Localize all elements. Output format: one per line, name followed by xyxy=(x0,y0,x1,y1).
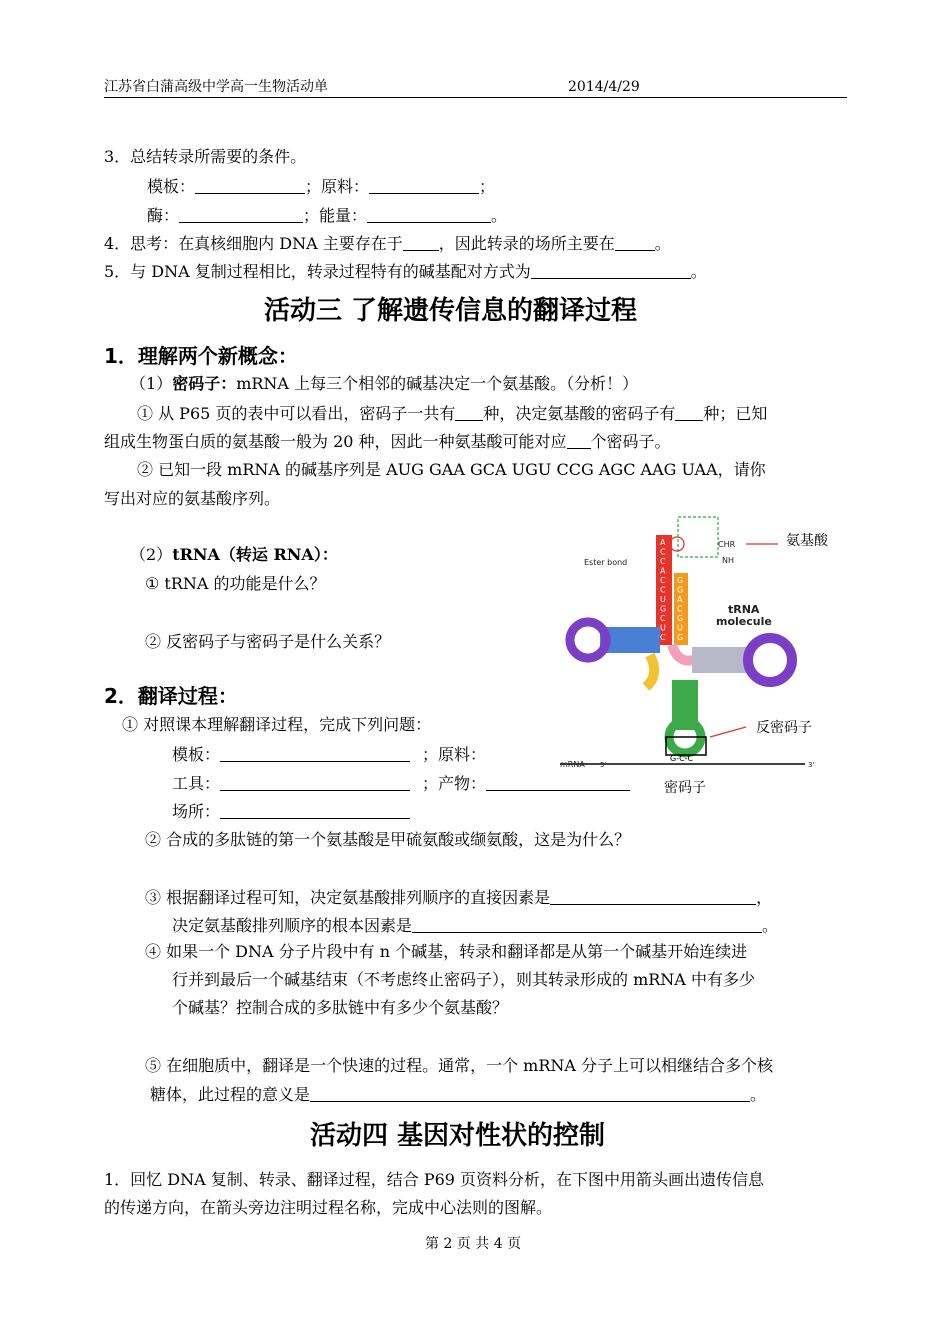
translation-q4-line2: 行并到最后一个碱基结束（不考虑终止密码子），则其转录形成的 mRNA 中有多少 xyxy=(172,970,755,989)
c1-blank-2[interactable] xyxy=(675,405,703,421)
codon-def: mRNA 上每三个相邻的碱基决定一个氨基酸。（分析！） xyxy=(236,374,639,393)
p1-site-blank[interactable] xyxy=(220,803,410,819)
codon-q1-line1 xyxy=(137,405,767,422)
c1-line2-b: 个密码子。 xyxy=(590,432,671,451)
acceptor-base: C xyxy=(660,614,666,623)
acceptor-base-right: C xyxy=(677,604,683,614)
acceptor-base-right: G xyxy=(677,585,684,595)
t-arm-stem xyxy=(692,647,750,673)
acceptor-base-right: G xyxy=(677,614,684,623)
codon-bases: G-C-C xyxy=(670,754,694,763)
p5-a: 糖体，此过程的意义是 xyxy=(150,1085,311,1104)
header-date: 2014/4/29 xyxy=(568,79,640,95)
q3-template-line xyxy=(147,178,495,195)
q4-text-b: ，因此转录的场所主要在 xyxy=(438,234,615,253)
acceptor-base: A xyxy=(660,538,666,547)
q3-end1: ； xyxy=(479,177,496,196)
q3-enzyme-blank[interactable] xyxy=(179,207,303,223)
p1-site-label: 场所： xyxy=(172,802,221,821)
acceptor-base: U xyxy=(660,623,666,633)
p3-blank-2[interactable] xyxy=(412,917,762,933)
chr-label: CHR xyxy=(718,540,736,549)
anticodon-pointer xyxy=(710,727,746,737)
page-number: 第 2 页 共 4 页 xyxy=(425,1236,522,1252)
codon-label: 密码子： xyxy=(172,374,237,393)
activity3-title: 活动三 了解遗传信息的翻译过程 xyxy=(264,296,638,326)
translation-template-line xyxy=(172,746,486,763)
c1-a: ① 从 P65 页的表中可以看出，密码子一共有 xyxy=(137,404,456,423)
acceptor-base: C xyxy=(660,557,666,566)
mrna-3prime: 3' xyxy=(808,761,815,769)
q4-line xyxy=(104,235,671,252)
p1-template-blank[interactable] xyxy=(220,746,410,762)
p3-a: ③ 根据翻译过程可知，决定氨基酸排列顺序的直接因素是 xyxy=(145,888,551,907)
acceptor-base-right: G xyxy=(677,576,684,585)
acceptor-base: C xyxy=(660,576,666,585)
q4-text-a: 4．思考：在真核细胞内 DNA 主要存在于 xyxy=(104,234,403,253)
trna-molecule-label-1: tRNA xyxy=(728,603,760,616)
q3-end2: 。 xyxy=(491,206,508,225)
q5-blank[interactable] xyxy=(531,263,691,279)
p3-c: 决定氨基酸排列顺序的根本因素是 xyxy=(172,916,413,935)
p3-b: ， xyxy=(756,888,773,907)
carboxyl-box xyxy=(678,517,718,557)
p1-tool-blank[interactable] xyxy=(220,775,410,791)
translation-q3-line2 xyxy=(172,917,778,934)
activity4-title: 活动四 基因对性状的控制 xyxy=(310,1121,606,1151)
translation-q4-line1: ④ 如果一个 DNA 分子片段中有 n 个碱基，转录和翻译都是从第一个碱基开始连续进 xyxy=(145,942,748,961)
nh3-label: NH xyxy=(722,556,734,565)
q3-enzyme-line xyxy=(147,207,507,224)
q3-energy-label: ；能量： xyxy=(303,206,368,225)
trna-prefix: （2） xyxy=(130,545,173,564)
translation-q5-line1: ⑤ 在细胞质中，翻译是一个快速的过程。通常，一个 mRNA 分子上可以相继结合多个核 xyxy=(145,1056,774,1075)
c1-line2-a: 组成生物蛋白质的氨基酸一般为 20 种，因此一种氨基酸可能对应 xyxy=(104,432,567,451)
q5-text-a: 5．与 DNA 复制过程相比，转录过程特有的碱基配对方式为 xyxy=(104,262,531,281)
acceptor-base: A xyxy=(660,566,666,576)
c1-blank-1[interactable] xyxy=(455,405,483,421)
codon-label-figure: 密码子 xyxy=(664,780,706,796)
header-rule xyxy=(104,97,847,98)
trna-heading xyxy=(130,547,338,563)
q5-line xyxy=(104,263,707,280)
q5-text-b: 。 xyxy=(690,262,707,281)
codon-definition xyxy=(130,376,638,392)
q3-material-blank[interactable] xyxy=(369,178,479,194)
bend-segment xyxy=(646,655,654,687)
p3-blank-1[interactable] xyxy=(550,889,756,905)
p1-material-label: ；原料： xyxy=(422,745,487,764)
ester-bond-circle xyxy=(670,537,684,551)
q4-blank-1[interactable] xyxy=(403,235,439,251)
mrna-label: mRNA xyxy=(560,760,585,769)
q4-blank-2[interactable] xyxy=(615,235,655,251)
acceptor-base-right: G xyxy=(677,633,684,642)
p1-product-label: ；产物： xyxy=(422,774,487,793)
q3-enzyme-label: 酶： xyxy=(147,206,180,225)
acceptor-base-right: U xyxy=(677,623,683,633)
p5-blank[interactable] xyxy=(310,1086,750,1102)
trna-q1: ① tRNA 的功能是什么？ xyxy=(145,574,326,593)
ester-bond-label: Ester bond xyxy=(584,558,628,567)
translation-site-line xyxy=(172,803,410,820)
trna-molecule-label-2: molecule xyxy=(716,615,772,628)
c1-blank-3[interactable] xyxy=(567,433,591,449)
c1-c: 种；已知 xyxy=(703,404,768,423)
activity4-q1-line1: 1．回忆 DNA 复制、转录、翻译过程，结合 P69 页资料分析，在下图中用箭头画出遗传信息 xyxy=(104,1170,765,1189)
activity4-q1-line2: 的传递方向，在箭头旁边注明过程名称，完成中心法则的图解。 xyxy=(104,1198,553,1217)
anticodon-label: 反密码子 xyxy=(756,720,812,736)
q3-energy-blank[interactable] xyxy=(367,207,491,223)
trna-diagram xyxy=(560,515,850,805)
q3-material-label: ；原料： xyxy=(305,177,370,196)
acceptor-base-right: A xyxy=(677,595,683,604)
amino-acid-label: 氨基酸 xyxy=(786,533,828,549)
trna-q2: ② 反密码子与密码子是什么关系？ xyxy=(145,632,391,651)
p1-tool-label: 工具： xyxy=(172,774,221,793)
acceptor-base: C xyxy=(660,585,666,595)
codon-q2-line2: 写出对应的氨基酸序列。 xyxy=(104,489,281,508)
header-school: 江苏省白蒲高级中学高一生物活动单 xyxy=(104,79,328,95)
q3-text: 3．总结转录所需要的条件。 xyxy=(104,147,307,166)
c1-b: 种，决定氨基酸的密码子有 xyxy=(483,404,676,423)
translation-q3-line1 xyxy=(145,889,772,906)
codon-prefix: （1） xyxy=(130,374,173,393)
translation-q4-line3: 个碱基？控制合成的多肽链中有多少个氨基酸？ xyxy=(172,998,509,1017)
p1-template-label: 模板： xyxy=(172,745,221,764)
acceptor-base: G xyxy=(660,604,667,614)
translation-q2: ② 合成的多肽链的第一个氨基酸是甲硫氨酸或缬氨酸，这是为什么？ xyxy=(145,830,631,849)
p5-b: 。 xyxy=(750,1085,767,1104)
acceptor-base: U xyxy=(660,595,666,604)
q4-text-c: 。 xyxy=(654,234,671,253)
translation-q1: ① 对照课本理解翻译过程，完成下列问题： xyxy=(122,715,432,734)
codon-q1-line2 xyxy=(104,433,671,450)
part2-title: 2．翻译过程： xyxy=(104,684,238,708)
part1-title: 1．理解两个新概念： xyxy=(104,344,298,368)
q3-template-blank[interactable] xyxy=(195,178,305,194)
mrna-5prime: 5' xyxy=(600,761,607,769)
translation-q5-line2 xyxy=(150,1086,766,1103)
trna-label: tRNA（转运 RNA）： xyxy=(172,545,338,564)
acceptor-base: C xyxy=(660,547,666,557)
t-arm-loop xyxy=(748,638,792,682)
codon-q2-line1: ② 已知一段 mRNA 的碱基序列是 AUG GAA GCA UGU CCG AGC AAG UAA，请你 xyxy=(137,460,766,479)
acceptor-base: C xyxy=(660,633,666,642)
q3-template-label: 模板： xyxy=(147,177,196,196)
p3-d: 。 xyxy=(762,916,779,935)
